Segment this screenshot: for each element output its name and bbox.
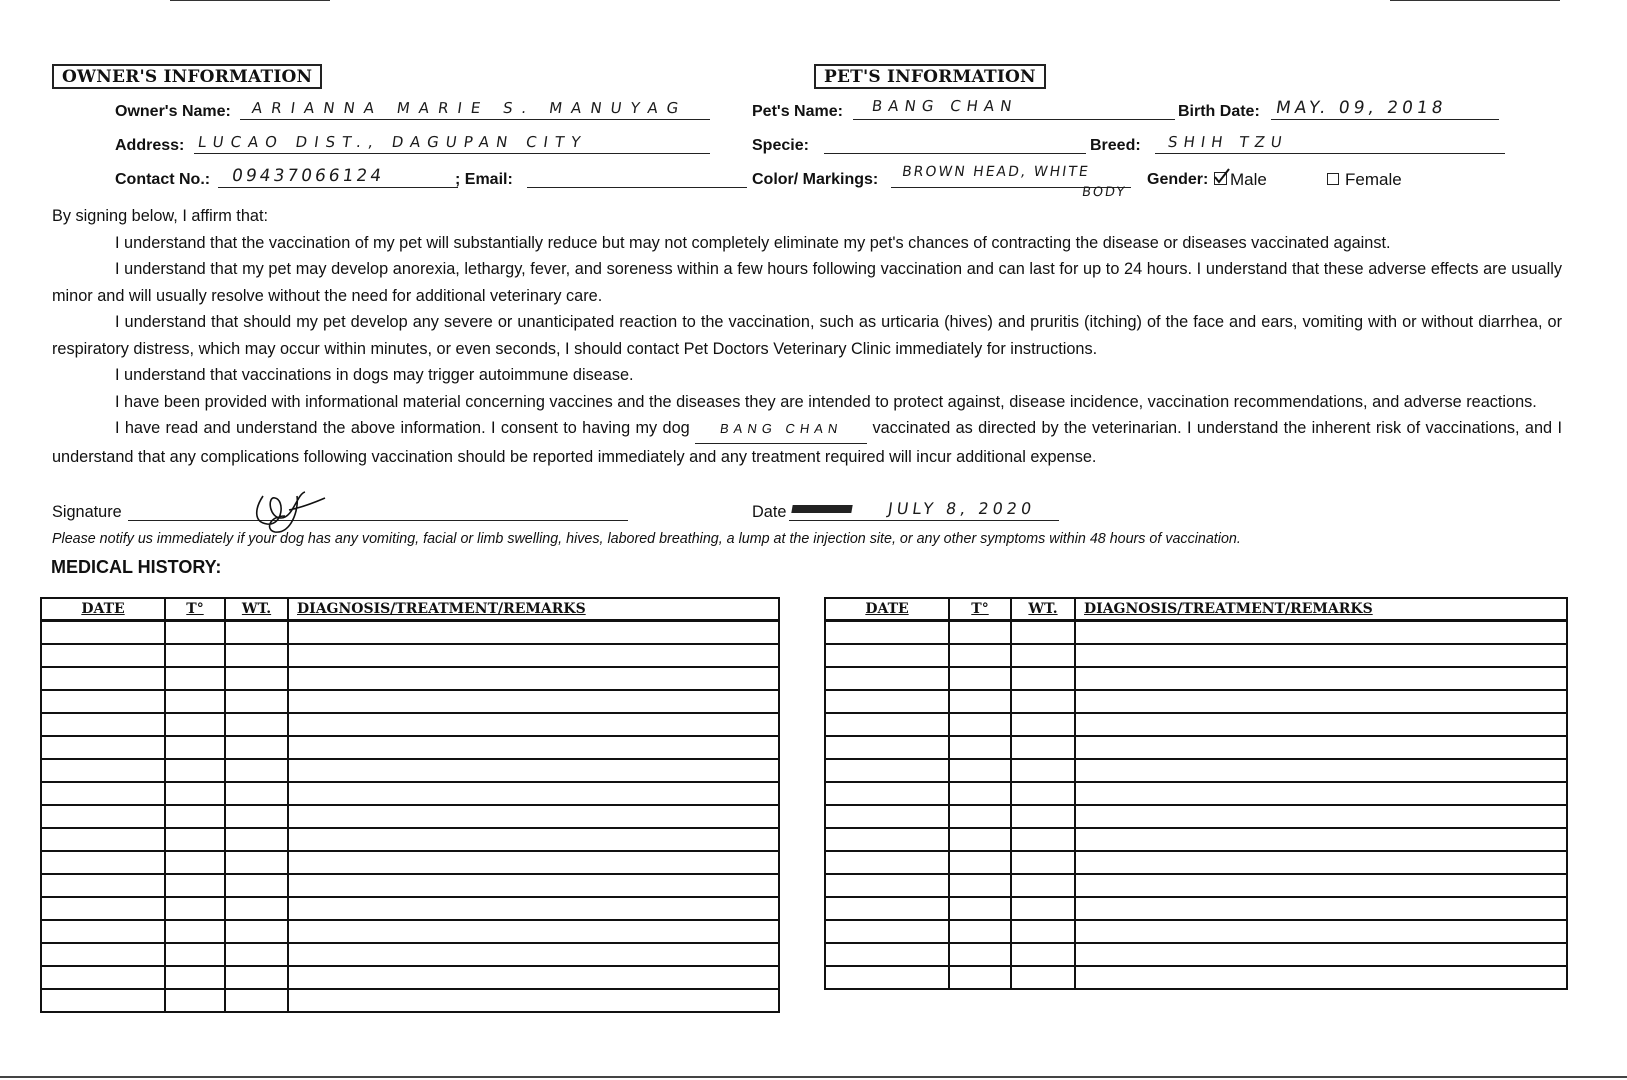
col-diagnosis: DIAGNOSIS/TREATMENT/REMARKS [1075,598,1567,621]
temp-cell[interactable] [165,644,225,667]
temp-cell[interactable] [165,828,225,851]
temp-cell[interactable] [165,782,225,805]
weight-cell[interactable] [225,805,288,828]
diagnosis-cell[interactable] [288,920,779,943]
table-row [825,644,1567,667]
date-cell[interactable] [825,782,949,805]
date-field[interactable]: JULY 8, 2020 [886,499,1037,518]
specie-line [824,153,1086,154]
temp-cell[interactable] [949,966,1011,989]
date-cell[interactable] [41,966,165,989]
affirm-paragraph-3: I understand that should my pet develop any severe or unanticipated reaction to the vaccination, such as urticaria (hives) and pruritis (itching) of the face and ears, vomiting with or without diarrhea, or respiratory distress, which may occur within minutes, or even seconds, I should contact Pet Doctors Veterinary Clinic immediately for instructions. [52,313,1562,358]
birth-date-label: Birth Date: [1178,103,1260,120]
date-cell[interactable] [825,644,949,667]
temp-cell[interactable] [949,897,1011,920]
diagnosis-cell[interactable] [1075,667,1567,690]
table-row [825,874,1567,897]
date-cell[interactable] [825,805,949,828]
signature-label: Signature [52,503,122,521]
diagnosis-cell[interactable] [288,736,779,759]
table-row [41,805,779,828]
temp-cell[interactable] [949,644,1011,667]
table-row [41,943,779,966]
temp-cell[interactable] [949,713,1011,736]
weight-cell[interactable] [1011,851,1075,874]
table-row [825,805,1567,828]
diagnosis-cell[interactable] [1075,805,1567,828]
date-cell[interactable] [825,874,949,897]
date-cell[interactable] [41,621,165,645]
col-diagnosis: DIAGNOSIS/TREATMENT/REMARKS [288,598,779,621]
diagnosis-cell[interactable] [1075,897,1567,920]
temp-cell[interactable] [165,966,225,989]
temp-cell[interactable] [165,920,225,943]
table-row [825,713,1567,736]
pet-info-header: PET'S INFORMATION [814,64,1046,89]
email-label: ; Email: [455,171,513,188]
weight-cell[interactable] [225,782,288,805]
table-row [825,828,1567,851]
medical-history-table-right [824,597,1568,990]
diagnosis-cell[interactable] [288,874,779,897]
color-markings-field[interactable]: BROWN HEAD, WHITE [900,164,1091,180]
date-cell[interactable] [41,713,165,736]
dog-name-field[interactable]: BANG CHAN [695,415,867,444]
specie-label: Specie: [752,137,809,154]
weight-cell[interactable] [1011,805,1075,828]
table-row [825,690,1567,713]
table-row [41,644,779,667]
weight-cell[interactable] [225,897,288,920]
address-line [194,153,710,154]
table-row [41,874,779,897]
weight-cell[interactable] [1011,782,1075,805]
table-row [825,943,1567,966]
diagnosis-cell[interactable] [288,805,779,828]
weight-cell[interactable] [1011,621,1075,645]
date-cell[interactable] [41,874,165,897]
strikeout-mark [791,505,852,513]
table-row [825,897,1567,920]
date-cell[interactable] [825,736,949,759]
affirm-paragraph-2: I understand that my pet may develop anorexia, lethargy, fever, and soreness within a few hours following vaccination and can last for up to 24 hours. I understand that these adverse effects are usually minor and will usually resolve without the need for additional veterinary care. [52,260,1562,305]
date-label: Date [752,503,787,521]
date-cell[interactable] [825,920,949,943]
breed-field[interactable]: SHIH TZU [1166,133,1289,151]
table-row [825,966,1567,989]
pet-name-line [853,119,1175,120]
date-cell[interactable] [825,690,949,713]
diagnosis-cell[interactable] [1075,736,1567,759]
table-row [41,690,779,713]
table-row [41,851,779,874]
temp-cell[interactable] [165,805,225,828]
female-checkbox[interactable] [1327,173,1339,185]
owner-name-field[interactable]: ARIANNA MARIE S. MANUYAG [250,99,689,117]
consent-text-a: I have read and understand the above information. I consent to having my dog [115,419,690,437]
weight-cell[interactable] [225,713,288,736]
breed-line [1155,153,1505,154]
birth-date-line [1271,119,1499,120]
date-cell[interactable] [41,943,165,966]
weight-cell[interactable] [225,966,288,989]
weight-cell[interactable] [1011,966,1075,989]
table-row [825,621,1567,645]
table-row [825,920,1567,943]
weight-cell[interactable] [1011,828,1075,851]
diagnosis-cell[interactable] [288,828,779,851]
owner-info-header: OWNER'S INFORMATION [52,64,322,89]
date-cell[interactable] [41,782,165,805]
table-row [825,782,1567,805]
temp-cell[interactable] [949,851,1011,874]
diagnosis-cell[interactable] [1075,874,1567,897]
affirm-intro: By signing below, I affirm that: [52,207,268,225]
weight-cell[interactable] [1011,874,1075,897]
notification-notice: Please notify us immediately if your dog has any vomiting, facial or limb swelling, hives, labored breathing, a lump at the injection site, or any other symptoms within 48 hours of vaccination. [52,531,1241,547]
col-weight: WT. [225,598,288,621]
date-cell[interactable] [41,920,165,943]
check-mark-icon [1213,167,1231,185]
signature-line [128,520,628,521]
diagnosis-cell[interactable] [288,713,779,736]
date-cell[interactable] [825,828,949,851]
date-cell[interactable] [41,644,165,667]
diagnosis-cell[interactable] [1075,690,1567,713]
weight-cell[interactable] [225,943,288,966]
weight-cell[interactable] [225,644,288,667]
temp-cell[interactable] [949,736,1011,759]
weight-cell[interactable] [225,621,288,645]
color-markings-label: Color/ Markings: [752,171,879,188]
affirm-paragraph-4: I understand that vaccinations in dogs may trigger autoimmune disease. [115,366,634,384]
diagnosis-cell[interactable] [1075,943,1567,966]
weight-cell[interactable] [1011,644,1075,667]
birth-date-field[interactable]: MAY. 09, 2018 [1274,98,1448,118]
date-cell[interactable] [41,759,165,782]
table-row [41,828,779,851]
diagnosis-cell[interactable] [1075,828,1567,851]
temp-cell[interactable] [949,943,1011,966]
affirm-paragraph-1: I understand that the vaccination of my pet will substantially reduce but may not completely eliminate my pet's chances of contracting the disease or diseases vaccinated against. [115,233,1391,252]
temp-cell[interactable] [165,713,225,736]
date-cell[interactable] [825,851,949,874]
address-label: Address: [115,137,185,154]
gender-label: Gender: [1147,171,1209,188]
weight-cell[interactable] [1011,713,1075,736]
temp-cell[interactable] [165,736,225,759]
diagnosis-cell[interactable] [288,989,779,1012]
contact-field[interactable]: 09437066124 [230,166,386,186]
col-date: DATE [825,598,949,621]
date-cell[interactable] [41,851,165,874]
table-row [41,667,779,690]
date-cell[interactable] [41,805,165,828]
gender-female-option[interactable] [1327,170,1402,190]
weight-cell[interactable] [225,828,288,851]
temp-cell[interactable] [165,874,225,897]
page-edge-mark [170,0,330,1]
diagnosis-cell[interactable] [288,690,779,713]
consent-text-b: vaccinated as directed by the veterinarian. I understand the inherent risk of vaccinations, and I understand that any complications following vaccination should be reported immediately and any treatment required will incur additional expense. [52,419,1562,466]
table-row [41,736,779,759]
col-date: DATE [41,598,165,621]
date-cell[interactable] [825,759,949,782]
owner-name-line [240,119,710,120]
table-row [41,621,779,645]
weight-cell[interactable] [225,759,288,782]
email-line [527,187,747,188]
table-row [41,920,779,943]
diagnosis-cell[interactable] [1075,759,1567,782]
pet-name-field[interactable]: BANG CHAN [870,97,1019,115]
breed-label: Breed: [1090,137,1141,154]
affirmation-text [52,203,1562,470]
weight-cell[interactable] [1011,690,1075,713]
table-row [825,667,1567,690]
weight-cell[interactable] [225,851,288,874]
temp-cell[interactable] [949,667,1011,690]
address-field[interactable]: LUCAO DIST., DAGUPAN CITY [196,133,589,151]
temp-cell[interactable] [165,667,225,690]
date-cell[interactable] [41,989,165,1012]
weight-cell[interactable] [1011,667,1075,690]
date-cell[interactable] [825,966,949,989]
weight-cell[interactable] [225,690,288,713]
date-cell[interactable] [41,897,165,920]
temp-cell[interactable] [949,759,1011,782]
diagnosis-cell[interactable] [288,759,779,782]
table-row [41,759,779,782]
date-cell[interactable] [825,943,949,966]
temp-cell[interactable] [165,897,225,920]
diagnosis-cell[interactable] [1075,782,1567,805]
medical-history-title: MEDICAL HISTORY: [51,557,222,577]
date-cell[interactable] [825,621,949,645]
date-cell[interactable] [825,667,949,690]
page-bottom-edge [0,1076,1627,1078]
table-row [41,713,779,736]
weight-cell[interactable] [225,736,288,759]
temp-cell[interactable] [165,621,225,645]
date-cell[interactable] [825,713,949,736]
gender-male-text: Male [1230,170,1267,189]
affirm-paragraph-6 [52,415,1562,470]
table-row [41,989,779,1012]
temp-cell[interactable] [165,690,225,713]
date-cell[interactable] [825,897,949,920]
temp-cell[interactable] [949,690,1011,713]
weight-cell[interactable] [1011,920,1075,943]
diagnosis-cell[interactable] [1075,644,1567,667]
contact-label: Contact No.: [115,171,211,188]
diagnosis-cell[interactable] [1075,713,1567,736]
temp-cell[interactable] [949,805,1011,828]
table-row [825,736,1567,759]
contact-line [218,187,458,188]
temp-cell[interactable] [165,851,225,874]
diagnosis-cell[interactable] [288,667,779,690]
temp-cell[interactable] [949,874,1011,897]
table-row [41,966,779,989]
diagnosis-cell[interactable] [1075,966,1567,989]
gender-male-option[interactable] [1214,170,1267,190]
diagnosis-cell[interactable] [288,782,779,805]
page-edge-mark [1390,0,1560,1]
diagnosis-cell[interactable] [288,851,779,874]
date-cell[interactable] [41,690,165,713]
owner-name-label: Owner's Name: [115,103,231,120]
male-checkbox[interactable] [1214,172,1227,185]
date-cell[interactable] [41,736,165,759]
weight-cell[interactable] [225,667,288,690]
table-row [825,759,1567,782]
col-temp: T° [165,598,225,621]
weight-cell[interactable] [225,989,288,1012]
temp-cell[interactable] [949,920,1011,943]
col-weight: WT. [1011,598,1075,621]
diagnosis-cell[interactable] [1075,920,1567,943]
diagnosis-cell[interactable] [288,943,779,966]
weight-cell[interactable] [1011,736,1075,759]
date-cell[interactable] [41,667,165,690]
temp-cell[interactable] [165,943,225,966]
table-row [825,851,1567,874]
diagnosis-cell[interactable] [1075,621,1567,645]
diagnosis-cell[interactable] [288,897,779,920]
table-row [41,782,779,805]
diagnosis-cell[interactable] [288,644,779,667]
pet-name-label: Pet's Name: [752,103,843,120]
diagnosis-cell[interactable] [288,966,779,989]
gender-female-text: Female [1345,170,1402,189]
affirm-paragraph-5: I have been provided with informational material concerning vaccines and the diseases they are intended to protect against, disease incidence, vaccination recommendations, and adverse reactions. [115,392,1537,411]
diagnosis-cell[interactable] [1075,851,1567,874]
weight-cell[interactable] [1011,897,1075,920]
temp-cell[interactable] [949,828,1011,851]
table-row [41,897,779,920]
color-markings-field-cont: BODY [1080,185,1128,200]
temp-cell[interactable] [165,759,225,782]
weight-cell[interactable] [225,920,288,943]
col-temp: T° [949,598,1011,621]
weight-cell[interactable] [1011,943,1075,966]
weight-cell[interactable] [225,874,288,897]
date-cell[interactable] [41,828,165,851]
diagnosis-cell[interactable] [288,621,779,645]
medical-history-table-left [40,597,780,1013]
temp-cell[interactable] [949,621,1011,645]
date-line [789,520,1059,521]
temp-cell[interactable] [949,782,1011,805]
temp-cell[interactable] [165,989,225,1012]
weight-cell[interactable] [1011,759,1075,782]
